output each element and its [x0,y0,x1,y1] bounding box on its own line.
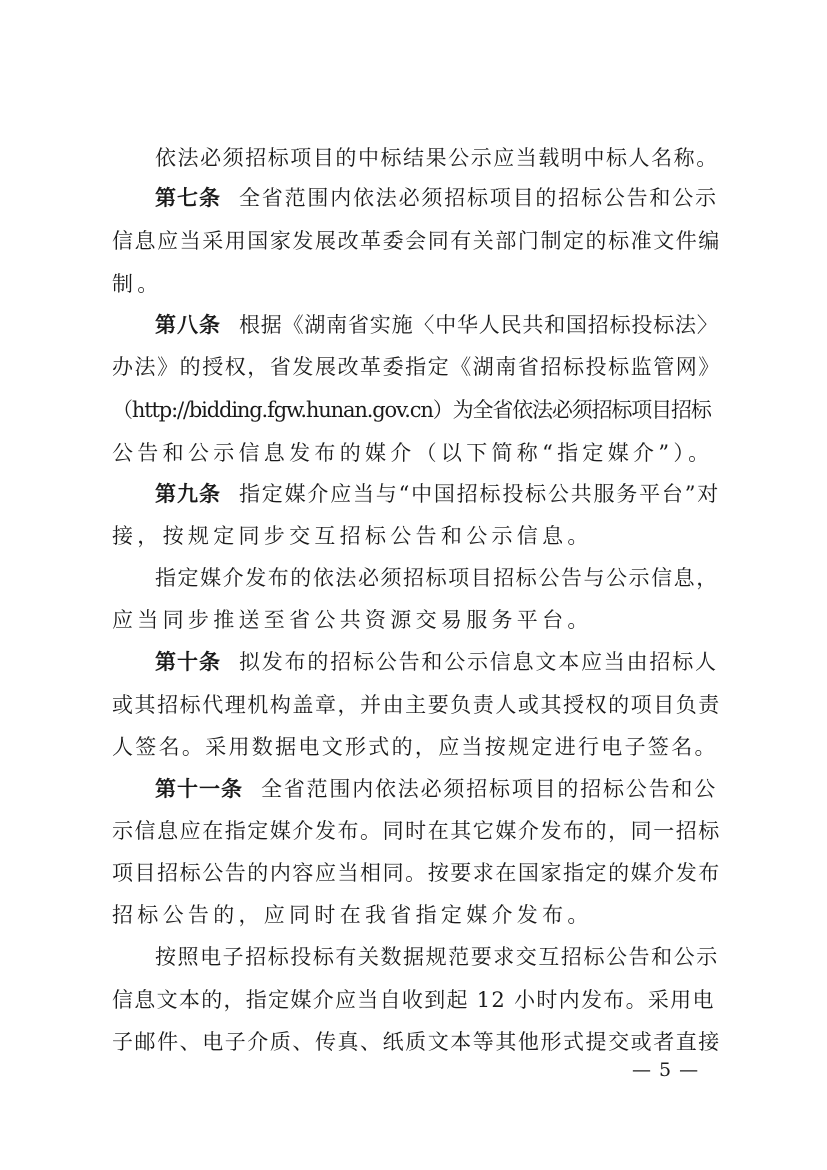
text-line: 根据《湖南省实施〈中华人民共和国招标投标法〉 [239,313,719,337]
text-line: 公告和公示信息发布的媒介（以下简称“指定媒介”）。 [112,441,714,465]
text-line: 依法必须招标项目的中标结果公示应当载明中标人名称。 [155,146,719,170]
article-8-first-line [155,310,720,340]
text-line: 人签名。采用数据电文形式的，应当按规定进行电子签名。 [112,735,718,759]
article-10-heading: 第十条 [155,650,221,674]
text-line: 指定媒介应当与“中国招标投标公共服务平台”对 [239,482,721,506]
text-line: 招标公告的，应同时在我省指定媒介发布。 [112,903,593,927]
text-line: 制。 [112,272,163,296]
text-line: 应当同步推送至省公共资源交易服务平台。 [112,608,593,632]
page-number: — 5 — [632,1059,700,1081]
text-line: 拟发布的招标公告和公示信息文本应当由招标人 [239,650,718,674]
text-line: 按照电子招标投标有关数据规范要求交互招标公告和公示 [155,945,719,969]
article-7-first-line [155,183,720,213]
text-line: （http://bidding.fgw.hunan.gov.cn）为全省依法必须招标项目招标 [112,398,711,422]
text-line: 接，按规定同步交互招标公告和公示信息。 [112,524,593,548]
article-11-heading: 第十一条 [155,777,243,801]
article-10-first-line [155,647,720,677]
article-8-heading: 第八条 [155,313,221,337]
text-line: 或其招标代理机构盖章，并由主要负责人或其授权的项目负责 [112,693,721,717]
text-line: 指定媒介发布的依法必须招标项目招标公告与公示信息， [155,566,719,590]
text-line: 子邮件、电子介质、传真、纸质文本等其他形式提交或者直接 [112,1030,721,1054]
text-line: 信息文本的，指定媒介应当自收到起 12 小时内发布。采用电 [112,988,715,1012]
text-line: 信息应当采用国家发展改革委会同有关部门制定的标准文件编 [112,229,721,253]
text-line: 项目招标公告的内容应当相同。按要求在国家指定的媒介发布 [112,861,721,885]
text-line: 办法》的授权，省发展改革委指定《湖南省招标投标监管网》 [112,355,721,379]
text-line: 示信息应在指定媒介发布。同时在其它媒介发布的，同一招标 [112,819,721,843]
article-9-first-line [155,479,720,509]
article-9-heading: 第九条 [155,482,221,506]
article-7-heading: 第七条 [155,186,221,210]
article-11-first-line [155,774,720,804]
text-line: 全省范围内依法必须招标项目的招标公告和公 [261,777,717,801]
text-line: 全省范围内依法必须招标项目的招标公告和公示 [239,186,718,210]
